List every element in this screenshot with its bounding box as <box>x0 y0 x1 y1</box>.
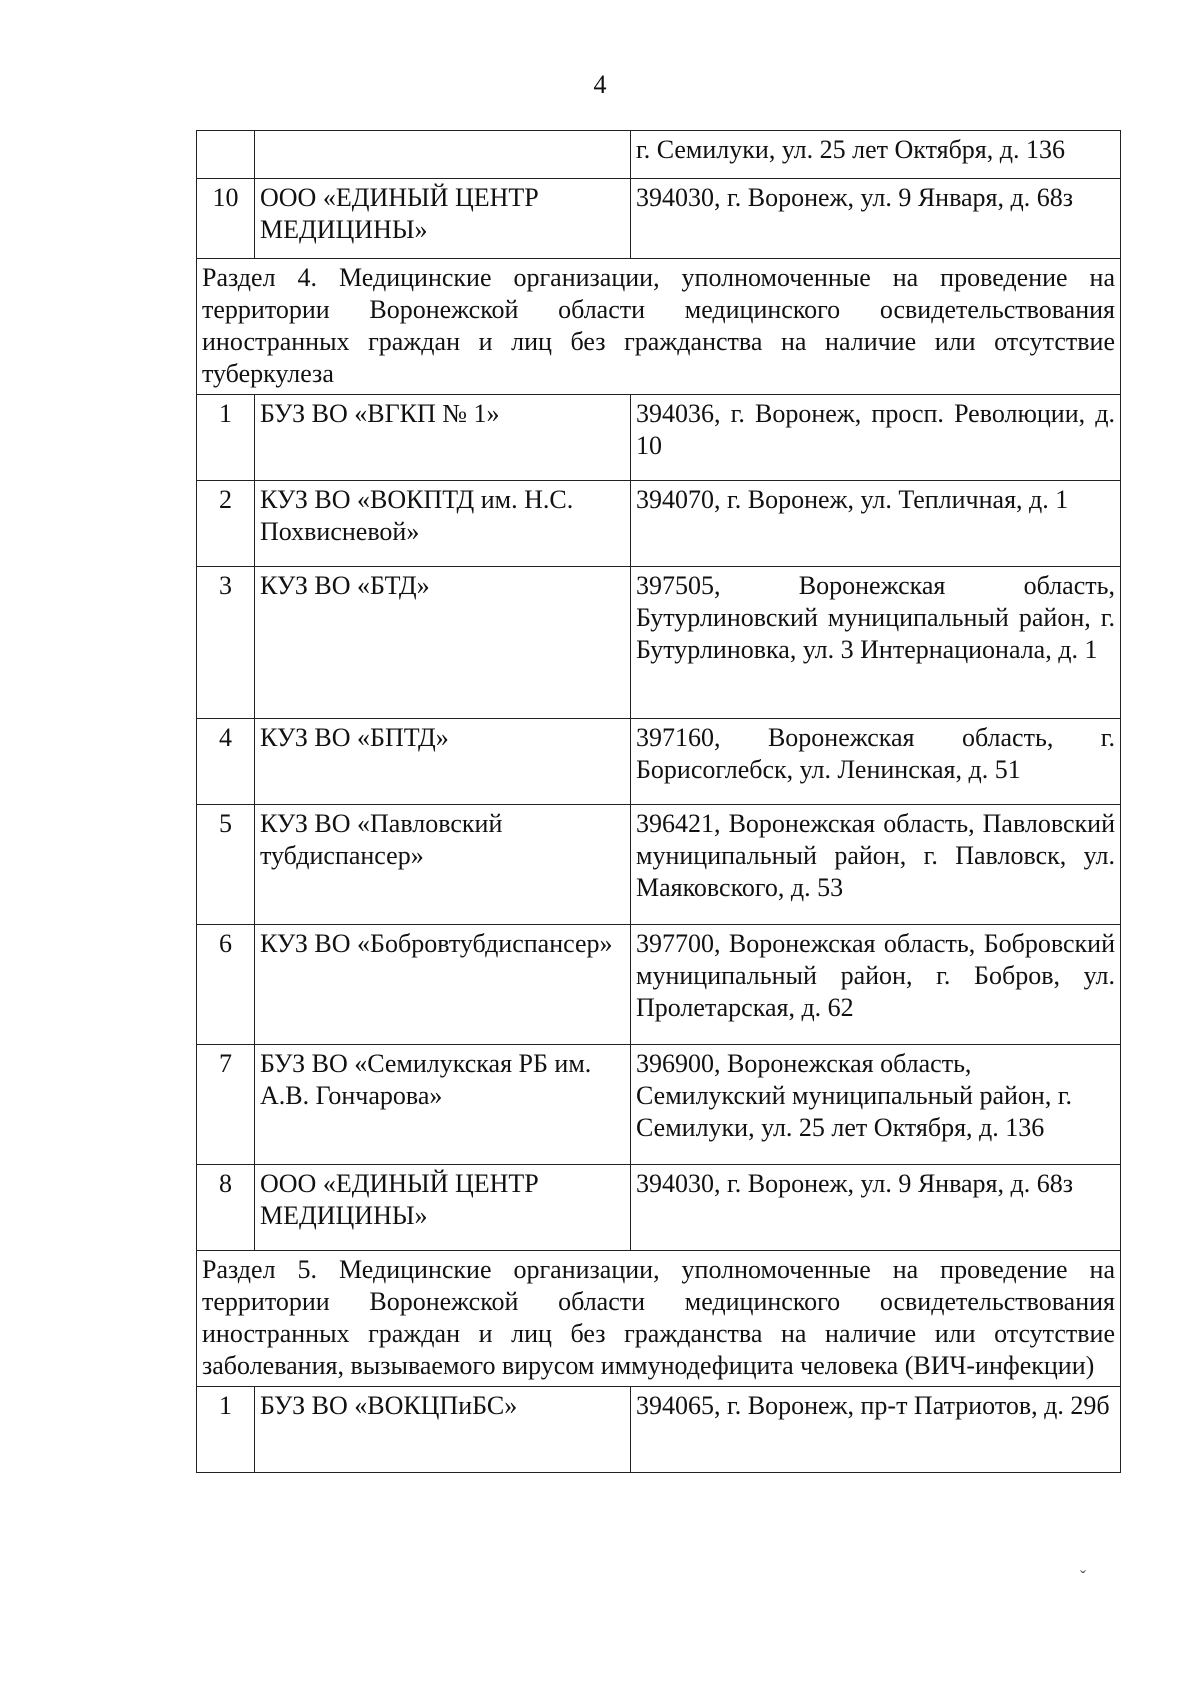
table-row <box>197 395 1121 481</box>
organization-address: г. Семилуки, ул. 25 лет Октября, д. 136 <box>631 131 1121 179</box>
organization-name: КУЗ ВО «БПТД» <box>255 719 631 805</box>
row-number: 7 <box>197 1045 255 1165</box>
organization-address: 394070, г. Воронеж, ул. Тепличная, д. 1 <box>631 481 1121 567</box>
organization-address: 394036, г. Воронеж, просп. Революции, д. 10 <box>631 395 1121 481</box>
organization-address: 396421, Воронежская область, Павловский муниципальный район, г. Павловск, ул. Маяковского, д. 53 <box>631 805 1121 925</box>
row-number: 2 <box>197 481 255 567</box>
table-row <box>197 567 1121 719</box>
organization-name: КУЗ ВО «Бобровтубдиспансер» <box>255 925 631 1045</box>
section-header-row <box>197 1251 1121 1387</box>
table-row <box>197 179 1121 259</box>
organization-name: КУЗ ВО «БТД» <box>255 567 631 719</box>
row-number: 1 <box>197 1387 255 1473</box>
row-number: 4 <box>197 719 255 805</box>
page-number: 4 <box>593 70 607 99</box>
table-row <box>197 481 1121 567</box>
organization-name: КУЗ ВО «Павловский тубдиспансер» <box>255 805 631 925</box>
organization-name: КУЗ ВО «ВОКПТД им. Н.С. Похвисневой» <box>255 481 631 567</box>
organization-address: 397505, Воронежская область, Бутурлиновский муниципальный район, г. Бутурлиновка, ул. 3 Интернационала, д. 1 <box>631 567 1121 719</box>
table-row <box>197 1045 1121 1165</box>
organization-name: ООО «ЕДИНЫЙ ЦЕНТР МЕДИЦИНЫ» <box>255 1165 631 1251</box>
organization-address: 397700, Воронежская область, Бобровский муниципальный район, г. Бобров, ул. Пролетарская, д. 62 <box>631 925 1121 1045</box>
organization-address: 397160, Воронежская область, г. Борисоглебск, ул. Ленинская, д. 51 <box>631 719 1121 805</box>
row-number: 1 <box>197 395 255 481</box>
table-row <box>197 1165 1121 1251</box>
section-header-row <box>197 259 1121 395</box>
organization-name: БУЗ ВО «Семилукская РБ им. А.В. Гончарова» <box>255 1045 631 1165</box>
row-number: 5 <box>197 805 255 925</box>
section-5-title: Раздел 5. Медицинские организации, уполномоченные на проведение на территории Воронежской области медицинского освидетельствования иностранных граждан и лиц без гражданства на наличие или отсутствие заболевания, вызываемого вирусом иммунодефицита человека (ВИЧ-инфекции) <box>197 1251 1121 1387</box>
organization-address: 394030, г. Воронеж, ул. 9 Января, д. 68з <box>631 179 1121 259</box>
organization-name: БУЗ ВО «ВОКЦПиБС» <box>255 1387 631 1473</box>
organization-address: 394030, г. Воронеж, ул. 9 Января, д. 68з <box>631 1165 1121 1251</box>
row-number: 3 <box>197 567 255 719</box>
row-number: 10 <box>197 179 255 259</box>
table-row <box>197 131 1121 179</box>
table-row <box>197 719 1121 805</box>
section-4-title: Раздел 4. Медицинские организации, уполномоченные на проведение на территории Воронежской области медицинского освидетельствования иностранных граждан и лиц без гражданства на наличие или отсутствие туберкулеза <box>197 259 1121 395</box>
table-row <box>197 925 1121 1045</box>
organization-name: БУЗ ВО «ВГКП № 1» <box>255 395 631 481</box>
row-number <box>197 131 255 179</box>
row-number: 8 <box>197 1165 255 1251</box>
row-number: 6 <box>197 925 255 1045</box>
organization-address: 396900, Воронежская область, Семилукский муниципальный район, г. Семилуки, ул. 25 лет Октября, д. 136 <box>631 1045 1121 1165</box>
organization-address: 394065, г. Воронеж, пр-т Патриотов, д. 29б <box>631 1387 1121 1473</box>
table-row <box>197 1387 1121 1473</box>
organization-name: ООО «ЕДИНЫЙ ЦЕНТР МЕДИЦИНЫ» <box>255 179 631 259</box>
organization-name <box>255 131 631 179</box>
scan-mark: ˇ <box>1080 1567 1086 1587</box>
organizations-table <box>196 130 1121 1473</box>
table-row <box>197 805 1121 925</box>
